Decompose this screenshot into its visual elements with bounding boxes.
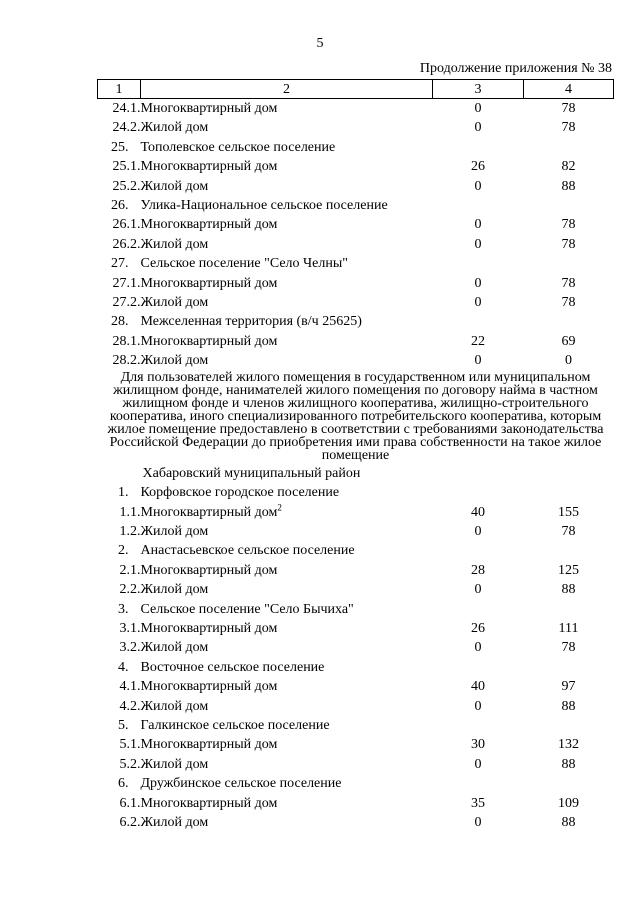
housing-type-label: Многоквартирный дом xyxy=(140,275,278,291)
tariff-table xyxy=(97,79,614,832)
header-col-4: 4 xyxy=(524,80,614,99)
row-number: 4. xyxy=(118,659,129,675)
housing-type-label: Жилой дом xyxy=(140,756,209,772)
housing-type-label: Многоквартирный дом xyxy=(140,679,278,695)
value-col-3: 30 xyxy=(471,737,485,753)
value-col-4: 78 xyxy=(561,217,576,233)
value-col-3: 22 xyxy=(471,333,485,349)
row-number: 1. xyxy=(118,485,129,501)
note-row xyxy=(98,371,614,464)
value-col-3: 0 xyxy=(474,217,482,233)
housing-type xyxy=(141,813,433,832)
housing-type xyxy=(141,522,433,541)
housing-type-label: Жилой дом xyxy=(140,295,209,311)
section-row xyxy=(98,312,614,331)
table-row xyxy=(98,697,614,716)
value-col-4: 111 xyxy=(558,620,579,636)
row-number: 24.2. xyxy=(112,120,141,136)
value-col-4: 88 xyxy=(561,178,576,194)
section-row xyxy=(98,254,614,273)
row-number: 6.1. xyxy=(119,795,141,811)
value-col-3: 0 xyxy=(474,178,482,194)
section-name: Сельское поселение "Село Бычиха" xyxy=(140,601,354,617)
section-name: Тополевское сельское поселение xyxy=(140,139,336,155)
value-col-3: 0 xyxy=(474,815,482,830)
housing-type xyxy=(141,99,433,119)
header-col-3: 3 xyxy=(433,80,524,99)
row-number: 27.1. xyxy=(112,275,141,291)
table-row xyxy=(98,177,614,196)
housing-type-label: Жилой дом xyxy=(140,582,209,598)
housing-type-label: Многоквартирный дом xyxy=(140,101,278,116)
section-name: Сельское поселение "Село Челны" xyxy=(140,256,348,272)
value-col-3: 35 xyxy=(471,795,485,811)
row-number xyxy=(98,464,141,483)
section-row xyxy=(98,138,614,157)
housing-type xyxy=(141,157,433,176)
row-number: 26.2. xyxy=(112,236,141,252)
value-col-4: 125 xyxy=(558,562,579,578)
housing-type xyxy=(141,235,433,254)
value-col-3: 0 xyxy=(474,120,482,136)
row-number: 25.2. xyxy=(112,178,141,194)
value-col-4: 155 xyxy=(558,504,579,520)
table-header xyxy=(98,80,614,99)
value-col-4: 78 xyxy=(561,236,576,252)
table-row xyxy=(98,503,614,522)
row-number: 27. xyxy=(111,256,129,272)
note-text: Для пользователей жилого помещения в государственном или муниципальном жилищном фонде, нанимателей жилого помещения по договору найма в частном жилищном фонде и членов жилищного кооператива, жилищно-строительного кооператива, иного специализированного потребительского кооператива, которым жилое помещение предоставлено в соответствии с требованиями законодательства Российской Федерации до приобретения ими права собственности на такое жилое помещение xyxy=(107,369,604,463)
value-col-3: 0 xyxy=(474,236,482,252)
row-number: 5. xyxy=(118,717,129,733)
housing-type xyxy=(141,794,433,813)
table-row xyxy=(98,638,614,657)
table-row xyxy=(98,522,614,541)
housing-type-label: Жилой дом xyxy=(140,698,209,714)
housing-type-label: Жилой дом xyxy=(140,353,209,369)
housing-type xyxy=(141,561,433,580)
footnote-marker: 2 xyxy=(277,501,282,512)
value-col-4: 0 xyxy=(565,353,572,369)
header-col-1: 1 xyxy=(98,80,141,99)
header-col-2: 2 xyxy=(141,80,433,99)
housing-type xyxy=(141,503,433,522)
table-row xyxy=(98,813,614,832)
section-row xyxy=(98,658,614,677)
row-number: 1.1. xyxy=(119,504,141,520)
row-number: 2. xyxy=(118,543,129,559)
value-col-3: 26 xyxy=(471,159,485,175)
value-col-3: 28 xyxy=(471,562,485,578)
row-number: 28. xyxy=(111,314,129,330)
section-name: Анастасьевское сельское поселение xyxy=(140,543,355,559)
table-row xyxy=(98,157,614,176)
row-number: 28.2. xyxy=(112,353,141,369)
value-col-4: 82 xyxy=(561,159,576,175)
section-row xyxy=(98,483,614,502)
row-number: 28.1. xyxy=(112,333,141,349)
value-col-4: 78 xyxy=(561,275,576,291)
housing-type-label: Многоквартирный дом xyxy=(140,333,278,349)
housing-type-label: Многоквартирный дом xyxy=(140,562,278,578)
value-col-3: 0 xyxy=(474,698,482,714)
housing-type xyxy=(141,293,433,312)
district-row xyxy=(98,464,614,483)
value-col-3: 40 xyxy=(471,679,485,695)
housing-type xyxy=(141,274,433,293)
housing-type xyxy=(141,332,433,351)
row-number: 5.2. xyxy=(119,756,141,772)
housing-type xyxy=(141,177,433,196)
housing-type-label: Многоквартирный дом xyxy=(140,504,278,520)
value-col-4: 78 xyxy=(561,523,576,539)
row-number: 1.2. xyxy=(119,523,141,539)
value-col-4: 88 xyxy=(561,698,576,714)
value-col-4: 97 xyxy=(561,679,576,695)
value-col-4: 69 xyxy=(561,333,576,349)
housing-type xyxy=(141,118,433,137)
row-number: 24.1. xyxy=(112,101,141,116)
table-row xyxy=(98,99,614,119)
value-col-3: 0 xyxy=(474,523,482,539)
value-col-3: 0 xyxy=(474,640,482,656)
row-number: 4.2. xyxy=(119,698,141,714)
row-number: 3.1. xyxy=(119,620,141,636)
table-row xyxy=(98,561,614,580)
value-col-3: 0 xyxy=(474,582,482,598)
housing-type-label: Жилой дом xyxy=(140,120,209,136)
row-number: 2.1. xyxy=(119,562,141,578)
value-col-3: 0 xyxy=(474,275,482,291)
value-col-4: 88 xyxy=(561,756,576,772)
row-number: 26.1. xyxy=(112,217,141,233)
value-col-4: 78 xyxy=(561,101,576,116)
table-row xyxy=(98,755,614,774)
section-name: Улика-Национальное сельское поселение xyxy=(140,198,388,214)
value-col-3: 40 xyxy=(471,504,485,520)
housing-type xyxy=(141,638,433,657)
section-row xyxy=(98,774,614,793)
section-name: Межселенная территория (в/ч 25625) xyxy=(140,314,362,330)
housing-type xyxy=(141,351,433,370)
appendix-note: Продолжение приложения № 38 xyxy=(419,61,612,76)
housing-type-label: Жилой дом xyxy=(140,523,209,539)
value-col-3: 0 xyxy=(474,353,482,369)
row-number: 26. xyxy=(111,198,129,214)
table-row xyxy=(98,235,614,254)
housing-type-label: Многоквартирный дом xyxy=(140,795,278,811)
housing-type-label: Многоквартирный дом xyxy=(140,159,278,175)
table-row xyxy=(98,619,614,638)
housing-type-label: Многоквартирный дом xyxy=(140,737,278,753)
row-number: 5.1. xyxy=(119,737,141,753)
header-row xyxy=(98,80,614,99)
housing-type-label: Жилой дом xyxy=(140,815,209,830)
housing-type xyxy=(141,619,433,638)
row-number: 6.2. xyxy=(119,815,141,830)
table-row xyxy=(98,351,614,370)
table-row xyxy=(98,580,614,599)
section-row xyxy=(98,600,614,619)
row-number: 27.2. xyxy=(112,295,141,311)
value-col-3: 0 xyxy=(474,756,482,772)
district-name: Хабаровский муниципальный район xyxy=(142,465,361,481)
value-col-3: 0 xyxy=(474,295,482,311)
table-row xyxy=(98,215,614,234)
housing-type-label: Жилой дом xyxy=(140,178,209,194)
row-number: 25.1. xyxy=(112,159,141,175)
section-name: Корфовское городское поселение xyxy=(140,485,340,501)
housing-type xyxy=(141,215,433,234)
table-body xyxy=(98,99,614,833)
housing-type-label: Многоквартирный дом xyxy=(140,620,278,636)
value-col-4: 88 xyxy=(561,582,576,598)
value-col-4: 78 xyxy=(561,120,576,136)
page-number: 5 xyxy=(316,36,324,51)
housing-type xyxy=(141,755,433,774)
value-col-4: 78 xyxy=(561,295,576,311)
table-row xyxy=(98,332,614,351)
housing-type xyxy=(141,677,433,696)
housing-type xyxy=(141,580,433,599)
housing-type xyxy=(141,697,433,716)
section-name: Восточное сельское поселение xyxy=(140,659,325,675)
housing-type-label: Жилой дом xyxy=(140,236,209,252)
section-name: Галкинское сельское поселение xyxy=(140,717,330,733)
table-row xyxy=(98,794,614,813)
housing-type-label: Жилой дом xyxy=(140,640,209,656)
value-col-4: 88 xyxy=(561,815,576,830)
table-row xyxy=(98,274,614,293)
section-row xyxy=(98,541,614,560)
section-row xyxy=(98,716,614,735)
row-number: 3. xyxy=(118,601,129,617)
housing-type-label: Многоквартирный дом xyxy=(140,217,278,233)
row-number: 4.1. xyxy=(119,679,141,695)
row-number: 3.2. xyxy=(119,640,141,656)
row-number: 6. xyxy=(118,776,129,792)
row-number: 2.2. xyxy=(119,582,141,598)
table-row xyxy=(98,118,614,137)
table-row xyxy=(98,677,614,696)
value-col-4: 78 xyxy=(561,640,576,656)
section-row xyxy=(98,196,614,215)
table-row xyxy=(98,735,614,754)
table-row xyxy=(98,293,614,312)
value-col-3: 0 xyxy=(474,101,482,116)
housing-type xyxy=(141,735,433,754)
row-number: 25. xyxy=(111,139,129,155)
value-col-3: 26 xyxy=(471,620,485,636)
section-name: Дружбинское сельское поселение xyxy=(140,776,342,792)
value-col-4: 132 xyxy=(558,737,579,753)
value-col-4: 109 xyxy=(558,795,579,811)
